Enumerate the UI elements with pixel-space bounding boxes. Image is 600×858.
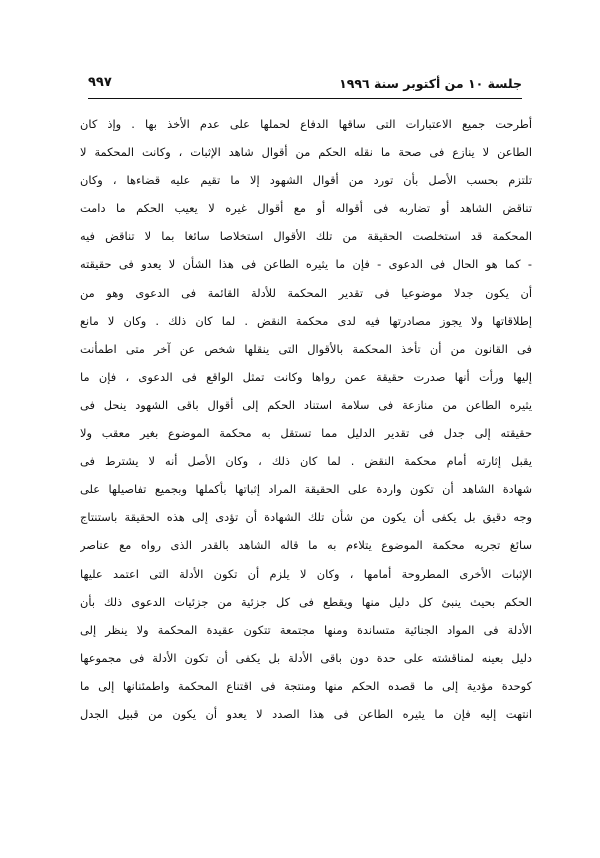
page-number: ٩٩٧ [88,75,112,90]
text-line: المحكمة قد استخلصت الحقيقة من تلك الأقوال استخلاصا سائغا بما لا تناقض فيه [80,229,532,244]
text-line: تلتزم بحسب الأصل بأن تورد من أقوال الشهود إلا ما تقيم عليه قضاءها ، وكان [80,173,532,188]
text-line: سائغ تجريه محكمة الموضوع يتلاءم به ما قاله الشاهد بالقدر الذى رواه مع عناصر [80,538,532,553]
text-line: الحكم بحيث ينبئ كل دليل منها ويقطع فى كل جزئية من جزئيات الدعوى ذلك بأن [80,594,532,609]
text-line: الأدلة فى المواد الجنائية متساندة ومنها مجتمعة تتكون عقيدة المحكمة ولا ينظر إلى [80,622,532,637]
text-line: فى القانون من أن تأخذ المحكمة بالأقوال التى ينقلها شخص عن آخر متى اطمأنت [80,341,532,356]
text-line: يقبل إثارته أمام محكمة النقض . لما كان ذلك ، وكان الأصل أنه لا يشترط فى [80,454,532,469]
text-line: حقيقته إلى جدل فى تقدير الدليل مما تستقل به محكمة الموضوع بغير معقب ولا [80,426,532,441]
text-line: أطرحت جميع الاعتبارات التى ساقها الدفاع لحملها على عدم الأخذ بها . وإذ كان [80,117,532,131]
text-line: وجه دقيق بل يكفى أن يكون من شأن تلك الشهادة أن تؤدى إلى هذه الحقيقة باستنتاج [80,510,532,525]
text-line: شهادة الشاهد أن تكون واردة على الحقيقة المراد إثباتها بأكملها وبجميع تفاصيلها على [80,482,532,497]
text-line: إليها ورأت أنها صدرت حقيقة عمن رواها وكانت تمثل الواقع فى الدعوى ، فإن ما [80,369,532,384]
text-line: أن يكون جدلا موضوعيا فى تقدير المحكمة للأدلة القائمة فى الدعوى وهو من [80,285,532,300]
session-date-title: جلسة ١٠ من أكتوبر سنة ١٩٩٦ [339,76,522,91]
text-line: الإثبات الأخرى المطروحة أمامها ، وكان لا يلزم أن تكون الأدلة التى اعتمد عليها [80,566,532,581]
text-line: إطلاقاتها ولا يجوز مصادرتها فيه لدى محكمة النقض . لما كان ذلك . وكان لا مانع [80,313,532,328]
text-line: - كما هو الحال فى الدعوى - فإن ما يثيره الطاعن فى هذا الشأن لا يعدو فى حقيقته [80,257,532,272]
page-header [88,72,522,98]
text-line: انتهت إليه فإن ما يثيره الطاعن فى هذا الصدد لا يعدو أن يكون من قبيل الجدل [80,706,532,721]
text-line: كوحدة مؤدية إلى ما قصده الحكم منها ومنتجة فى اقتناع المحكمة واطمئنانها إلى ما [80,678,532,693]
body-text [80,110,532,728]
text-line: تناقض الشاهد أو تضاربه فى أقواله أو مع أقوال غيره لا يعيب الحكم ما دامت [80,201,532,216]
text-line: يثيره الطاعن من منازعة فى سلامة استناد الحكم إلى أقوال باقى الشهود ينحل فى [80,397,532,412]
header-divider [88,98,522,99]
text-line: الطاعن لا ينازع فى صحة ما نقله الحكم من أقوال شاهد الإثبات ، وكانت المحكمة لا [80,145,532,160]
text-line: دليل بعينه لمناقشته على حدة دون باقى الأدلة بل يكفى أن تكون الأدلة فى مجموعها [80,650,532,665]
